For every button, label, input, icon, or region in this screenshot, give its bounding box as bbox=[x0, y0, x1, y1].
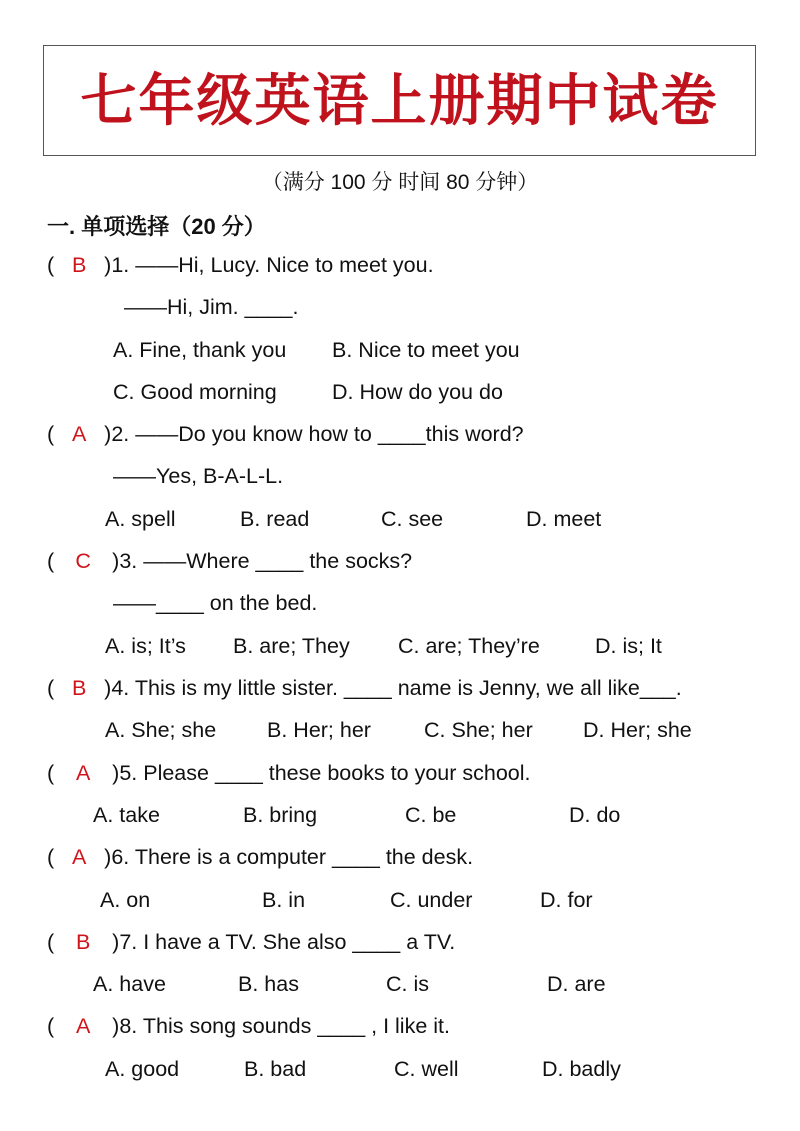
question-8-option-d: D. badly bbox=[542, 1057, 621, 1081]
question-5-option-a: A. take bbox=[93, 803, 160, 827]
question-3-option-c: C. are; They’re bbox=[398, 634, 540, 658]
question-1-option-c: C. Good morning bbox=[113, 380, 277, 404]
score-note: （满分 100 分 时间 80 分钟） bbox=[261, 171, 539, 194]
answer-5: A bbox=[76, 761, 91, 785]
question-3-stem: ( C )3. ——Where ____ the socks? bbox=[47, 549, 413, 573]
question-7-option-d: D. are bbox=[547, 972, 606, 996]
question-4-stem: ( B )4. This is my little sister. ____ name is Jenny, we all like___. bbox=[47, 676, 682, 700]
section-heading: 一. 单项选择（20 分） bbox=[47, 214, 266, 239]
question-6-text: )6. There is a computer ____ the desk. bbox=[104, 845, 474, 869]
question-6-option-c: C. under bbox=[390, 888, 473, 912]
question-3-option-a: A. is; It’s bbox=[105, 634, 186, 658]
question-6-option-d: D. for bbox=[540, 888, 593, 912]
question-5-option-d: D. do bbox=[569, 803, 621, 827]
question-2-reply: ——Yes, B-A-L-L. bbox=[113, 464, 284, 488]
question-7-stem: ( B )7. I have a TV. She also ____ a TV. bbox=[47, 930, 456, 954]
question-5-stem: ( A )5. Please ____ these books to your school. bbox=[47, 761, 531, 785]
question-2-option-c: C. see bbox=[381, 507, 444, 531]
question-1-reply: ——Hi, Jim. ____. bbox=[124, 295, 299, 319]
question-6-stem: ( A )6. There is a computer ____ the desk. bbox=[47, 845, 474, 869]
question-8-text: )8. This song sounds ____ , I like it. bbox=[112, 1014, 450, 1038]
question-6-option-b: B. in bbox=[262, 888, 306, 912]
question-1-stem bbox=[47, 255, 434, 277]
question-4-option-c: C. She; her bbox=[424, 718, 533, 742]
question-1-option-b: B. Nice to meet you bbox=[332, 338, 520, 362]
question-1-option-a: A. Fine, thank you bbox=[113, 338, 287, 362]
question-5-option-c: C. be bbox=[405, 803, 457, 827]
question-7-option-a: A. have bbox=[93, 972, 166, 996]
paren-open: ( bbox=[47, 253, 55, 277]
question-2-option-d: D. meet bbox=[526, 507, 602, 531]
question-5-option-b: B. bring bbox=[243, 803, 318, 827]
question-4-option-b: B. Her; her bbox=[267, 718, 371, 742]
question-8-option-b: B. bad bbox=[244, 1057, 307, 1081]
question-2-option-b: B. read bbox=[240, 507, 310, 531]
question-5-text: )5. Please ____ these books to your school. bbox=[112, 761, 531, 785]
question-4-text: )4. This is my little sister. ____ name is Jenny, we all like___. bbox=[104, 676, 682, 700]
question-2-option-a: A. spell bbox=[105, 507, 176, 531]
question-4-option-d: D. Her; she bbox=[583, 718, 692, 742]
answer-8: A bbox=[76, 1014, 91, 1038]
page-title: 七年级英语上册期中试卷 bbox=[80, 67, 719, 134]
question-7-option-b: B. has bbox=[238, 972, 299, 996]
question-4-option-a: A. She; she bbox=[105, 718, 217, 742]
question-8-option-a: A. good bbox=[105, 1057, 180, 1081]
question-3-text: )3. ——Where ____ the socks? bbox=[112, 549, 413, 573]
question-3-option-b: B. are; They bbox=[233, 634, 350, 658]
question-8-option-c: C. well bbox=[394, 1057, 459, 1081]
question-7-text: )7. I have a TV. She also ____ a TV. bbox=[112, 930, 456, 954]
answer-2: A bbox=[72, 422, 87, 446]
answer-3: C bbox=[75, 549, 91, 573]
question-3-reply: ——____ on the bed. bbox=[113, 591, 318, 615]
question-8-stem: ( A )8. This song sounds ____ , I like it. bbox=[47, 1014, 450, 1038]
question-2-stem: ( A )2. ——Do you know how to ____this word? bbox=[47, 422, 524, 446]
answer-7: B bbox=[76, 930, 91, 954]
title-box bbox=[43, 45, 756, 156]
answer-4: B bbox=[72, 676, 87, 700]
question-7-option-c: C. is bbox=[386, 972, 429, 996]
question-1-text: )1. ——Hi, Lucy. Nice to meet you. bbox=[104, 253, 434, 277]
question-3-option-d: D. is; It bbox=[595, 634, 662, 658]
answer-1: B bbox=[72, 253, 87, 277]
question-2-text: )2. ——Do you know how to ____this word? bbox=[104, 422, 524, 446]
question-1-option-d: D. How do you do bbox=[332, 380, 503, 404]
question-6-option-a: A. on bbox=[100, 888, 151, 912]
answer-6: A bbox=[72, 845, 87, 869]
